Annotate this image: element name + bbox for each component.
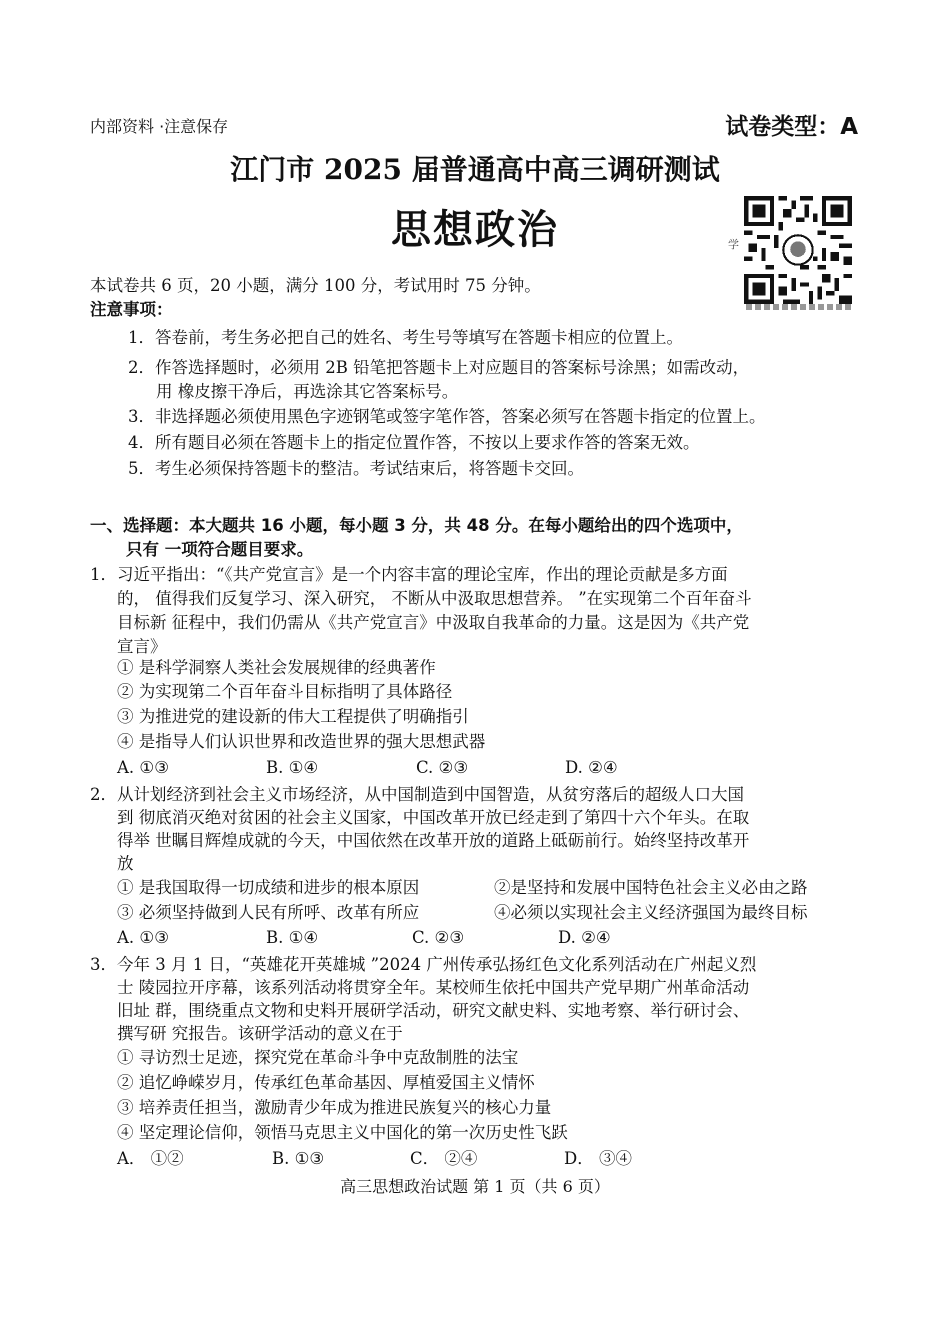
question-2-option-b: B. ①④ [266,928,319,947]
question-1-stem: 宣言》 [117,637,167,656]
question-1-stem: 的， 值得我们反复学习、深入研究， 不断从中汲取思想营养。 ”在实现第二个百年奋斗 [117,589,752,608]
question-3-stem: 撰写研 究报告。该研学活动的意义在于 [117,1024,403,1043]
question-1-option-a: A. ①③ [117,758,169,777]
page-footer: 高三思想政治试题 第 1 页（共 6 页） [340,1177,610,1196]
qr-side-label: 学 [728,238,739,251]
question-3-item: ① 寻访烈士足迹，探究党在革命斗争中克敌制胜的法宝 [117,1048,519,1067]
question-2-stem: 放 [117,854,134,873]
internal-note: 内部资料 ·注意保存 [90,117,229,136]
exam-title: 江门市 2025 届普通高中高三调研测试 [230,153,720,186]
note-item: 1．答卷前，考生务必把自己的姓名、考生号等填写在答题卡相应的位置上。 [128,328,683,347]
note-item: 4．所有题目必须在答题卡上的指定位置作答，不按以上要求作答的答案无效。 [128,433,700,452]
section-heading-continued: 只有 一项符合题目要求。 [126,540,314,559]
question-1-stem: 1．习近平指出：“《共产党宣言》是一个内容丰富的理论宝库，作出的理论贡献是多方面 [90,565,728,584]
question-3-stem: 旧址 群，围绕重点文物和史料开展研学活动，研究文献史料、实地考察、举行研讨会、 [117,1001,750,1020]
question-1-option-c: C. ②③ [416,758,469,777]
note-item: 2．作答选择题时，必须用 2B 铅笔把答题卡上对应题目的答案标号涂黑；如需改动， [128,358,750,377]
question-3-item: ③ 培养责任担当，激励青少年成为推进民族复兴的核心力量 [117,1098,552,1117]
note-item: 3．非选择题必须使用黑色字迹钢笔或签字笔作答，答案必须写在答题卡指定的位置上。 [128,407,766,426]
paper-type: 试卷类型：A [725,114,858,140]
qr-code-icon [744,196,852,304]
question-3-stem: 士 陵园拉开序幕，该系列活动将贯穿全年。某校师生依托中国共产党早期广州革命活动 [117,978,750,997]
question-2-stem: 2．从计划经济到社会主义市场经济，从中国制造到中国智造，从贫穷落后的超级人口大国 [90,785,744,804]
note-item-continued: 用 橡皮擦干净后，再选涂其它答案标号。 [156,382,459,401]
notes-title: 注意事项： [90,300,173,319]
question-3-option-a: A． ①② [117,1149,184,1168]
paper-intro: 本试卷共 6 页，20 小题，满分 100 分，考试用时 75 分钟。 [90,276,541,295]
section-heading: 一、选择题：本大题共 16 小题，每小题 3 分，共 48 分。在每小题给出的四个选项中， [90,516,743,535]
question-1-item: ③ 为推进党的建设新的伟大工程提供了明确指引 [117,707,469,726]
question-3-option-b: B. ①③ [272,1149,325,1168]
question-2-option-c: C. ②③ [412,928,465,947]
question-2-item: ④必须以实现社会主义经济强国为最终目标 [494,903,808,922]
question-2-item: ① 是我国取得一切成绩和进步的根本原因 [117,878,420,897]
question-1-option-d: D. ②④ [565,758,618,777]
question-3-item: ④ 坚定理论信仰，领悟马克思主义中国化的第一次历史性飞跃 [117,1123,568,1142]
question-2-item: ③ 必须坚持做到人民有所呼、改革有所应 [117,903,420,922]
question-3-option-d: D． ③④ [564,1149,632,1168]
question-2-stem: 得举 世瞩目辉煌成就的今天，中国依然在改革开放的道路上砥砺前行。始终坚持改革开 [117,831,750,850]
question-1-stem: 目标新 征程中，我们仍需从《共产党宣言》中汲取自我革命的力量。这是因为《共产党 [117,613,750,632]
question-1-item: ④ 是指导人们认识世界和改造世界的强大思想武器 [117,732,486,751]
question-2-stem: 到 彻底消灭绝对贫困的社会主义国家，中国改革开放已经走到了第四十六个年头。在取 [117,808,750,827]
question-1-option-b: B. ①④ [266,758,319,777]
question-1-item: ① 是科学洞察人类社会发展规律的经典著作 [117,658,436,677]
note-item: 5．考生必须保持答题卡的整洁。考试结束后，将答题卡交回。 [128,459,584,478]
qr-caption-strip [746,304,854,310]
question-2-option-d: D. ②④ [558,928,611,947]
question-1-item: ② 为实现第二个百年奋斗目标指明了具体路径 [117,682,453,701]
subject-title: 思想政治 [391,207,559,253]
question-3-stem: 3．今年 3 月 1 日，“英雄花开英雄城 ”2024 广州传承弘扬红色文化系列活动在广州起义烈 [90,955,757,974]
question-3-item: ② 追忆峥嵘岁月，传承红色革命基因、厚植爱国主义情怀 [117,1073,535,1092]
question-3-option-c: C． ②④ [410,1149,478,1168]
question-2-item: ②是坚持和发展中国特色社会主义必由之路 [494,878,808,897]
question-2-option-a: A. ①③ [117,928,169,947]
